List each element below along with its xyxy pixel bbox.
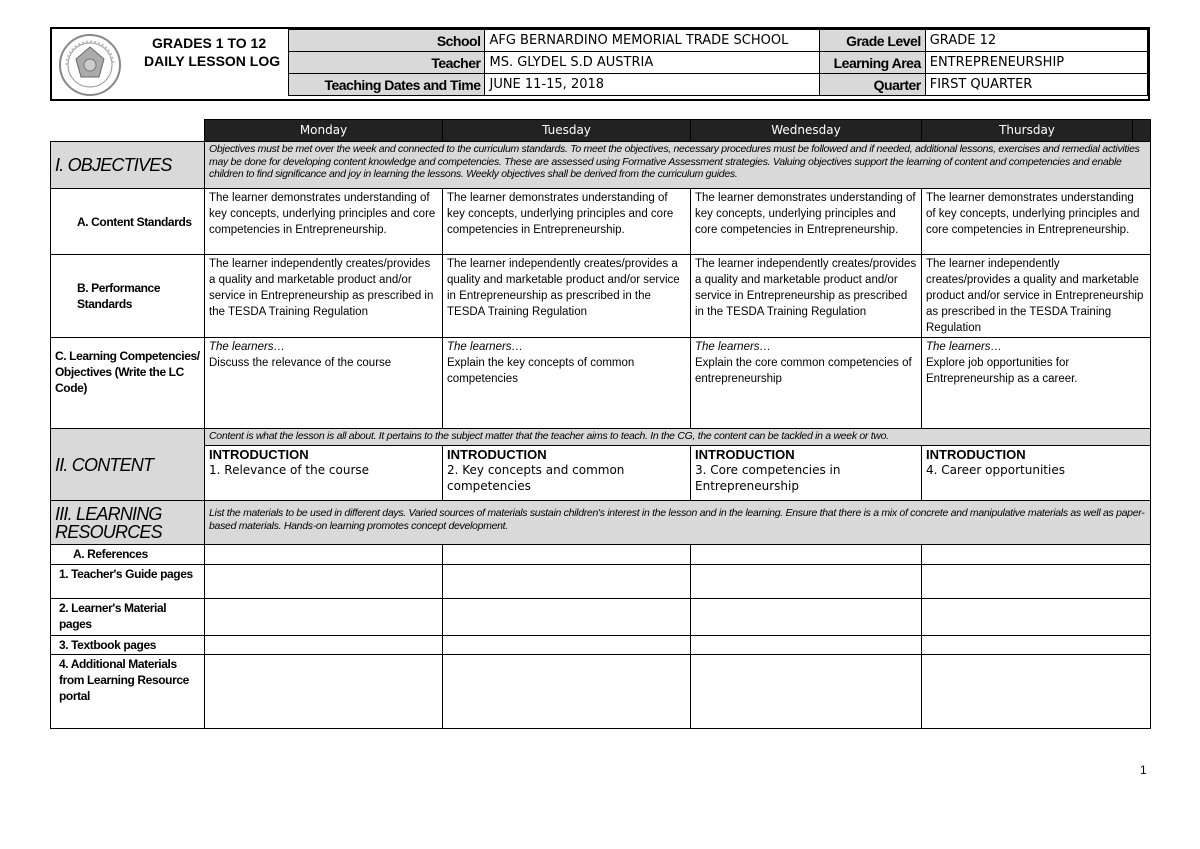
school-value: AFG BERNARDINO MEMORIAL TRADE SCHOOL: [485, 30, 820, 52]
additional-materials-label: 4. Additional Materials from Learning Resource portal: [51, 655, 205, 729]
lesson-log-table: [50, 119, 1151, 729]
content-heading: INTRODUCTION: [926, 447, 1026, 462]
day-extra: [1133, 120, 1151, 142]
additional-materials-wednesday: [691, 655, 922, 729]
textbook-thursday: [922, 636, 1151, 655]
competencies-lead: The learners…: [209, 341, 286, 353]
textbook-wednesday: [691, 636, 922, 655]
day-thursday: Thursday: [922, 120, 1133, 142]
teachers-guide-row: [51, 565, 1151, 599]
quarter-value: FIRST QUARTER: [925, 74, 1147, 96]
teachers-guide-label: 1. Teacher's Guide pages: [51, 565, 205, 599]
competencies-wednesday: [691, 338, 922, 429]
teachers-guide-monday: [205, 565, 443, 599]
references-row: [51, 545, 1151, 565]
teacher-value: MS. GLYDEL S.D AUSTRIA: [485, 52, 820, 74]
content-note-row: [51, 429, 1151, 446]
competencies-text: Explain the key concepts of common competencies: [447, 357, 635, 385]
competencies-text: Discuss the relevance of the course: [209, 357, 392, 369]
performance-standards-thursday: The learner independently creates/provides a quality and marketable product and/or service in Entrepreneurship as prescribed in the TESDA Training Regulation: [922, 255, 1151, 338]
competencies-thursday: [922, 338, 1151, 429]
header-info-table: [288, 29, 1148, 96]
corner-cell: [51, 120, 205, 142]
additional-materials-tuesday: [443, 655, 691, 729]
content-heading: INTRODUCTION: [695, 447, 795, 462]
day-monday: Monday: [205, 120, 443, 142]
textbook-tuesday: [443, 636, 691, 655]
content-title: II. CONTENT: [51, 429, 205, 501]
resources-title: III. LEARNING RESOURCES: [51, 501, 205, 545]
content-heading: INTRODUCTION: [209, 447, 309, 462]
learners-material-tuesday: [443, 599, 691, 636]
objectives-title: I. OBJECTIVES: [51, 142, 205, 189]
learners-material-wednesday: [691, 599, 922, 636]
content-tuesday: [443, 446, 691, 501]
content-topic: 3. Core competencies in Entrepreneurship: [695, 463, 841, 493]
references-wednesday: [691, 545, 922, 565]
page-number: 1: [1140, 763, 1147, 777]
content-note: Content is what the lesson is all about. It pertains to the subject matter that the teacher aims to teach. In the CG, the content can be tackled in a week or two.: [205, 429, 1151, 446]
competencies-row: [51, 338, 1151, 429]
header-row-dates: [289, 74, 1148, 96]
content-standards-label: A. Content Standards: [51, 189, 205, 255]
content-row: [51, 446, 1151, 501]
competencies-lead: The learners…: [447, 341, 524, 353]
textbook-monday: [205, 636, 443, 655]
performance-standards-label: B. Performance Standards: [51, 255, 205, 338]
competencies-text: Explore job opportunities for Entrepreneurship as a career.: [926, 357, 1078, 385]
form-subtitle: DAILY LESSON LOG: [144, 53, 281, 69]
content-heading: INTRODUCTION: [447, 447, 547, 462]
performance-standards-row: [51, 255, 1151, 338]
day-tuesday: Tuesday: [443, 120, 691, 142]
learners-material-monday: [205, 599, 443, 636]
competencies-tuesday: [443, 338, 691, 429]
performance-standards-wednesday: The learner independently creates/provides a quality and marketable product and/or service in Entrepreneurship as prescribed in the TESDA Training Regulation: [691, 255, 922, 338]
grade-level-label: Grade Level: [820, 30, 926, 52]
competencies-text: Explain the core common competencies of entrepreneurship: [695, 357, 912, 385]
learners-material-label: 2. Learner's Material pages: [51, 599, 205, 636]
deped-seal-logo: [57, 33, 123, 97]
resources-note: List the materials to be used in different days. Varied sources of materials sustain children's interest in the lesson and in the learning. Ensure that there is a mix of concrete and manipulative materials as well as paper-based materials. Hands-on learning promotes concept development.: [205, 501, 1151, 545]
content-thursday: [922, 446, 1151, 501]
references-label: A. References: [51, 545, 205, 565]
resources-row: [51, 501, 1151, 545]
header-row-school: [289, 30, 1148, 52]
teachers-guide-thursday: [922, 565, 1151, 599]
dates-value: JUNE 11-15, 2018: [485, 74, 820, 96]
content-standards-wednesday: The learner demonstrates understanding of key concepts, underlying principles and core competencies in Entrepreneurship.: [691, 189, 922, 255]
content-standards-row: [51, 189, 1151, 255]
grade-level-value: GRADE 12: [925, 30, 1147, 52]
learners-material-row: [51, 599, 1151, 636]
day-wednesday: Wednesday: [691, 120, 922, 142]
dates-label: Teaching Dates and Time: [289, 74, 485, 96]
objectives-note: Objectives must be met over the week and connected to the curriculum standards. To meet the objectives, necessary procedures must be followed and if needed, additional lessons, exercises and remedial activities may be done for developing content knowledge and competencies. These are assessed using Formative Assessment strategies. Valuing objectives support the learning of content and competencies and enable children to find significance and joy in learning the lessons. Weekly objectives shall be derived from the curriculum guides.: [205, 142, 1151, 189]
content-topic: 2. Key concepts and common competencies: [447, 463, 625, 493]
competencies-lead: The learners…: [926, 341, 1003, 353]
references-thursday: [922, 545, 1151, 565]
competencies-label: C. Learning Competencies/ Objectives (Write the LC Code): [51, 338, 205, 429]
content-topic: 1. Relevance of the course: [209, 463, 370, 477]
competencies-lead: The learners…: [695, 341, 772, 353]
performance-standards-monday: The learner independently creates/provides a quality and marketable product and/or service in Entrepreneurship as prescribed in the TESDA Training Regulation: [205, 255, 443, 338]
performance-standards-tuesday: The learner independently creates/provides a quality and marketable product and/or service in Entrepreneurship as prescribed in the TESDA Training Regulation: [443, 255, 691, 338]
content-topic: 4. Career opportunities: [926, 463, 1065, 477]
references-tuesday: [443, 545, 691, 565]
days-header-row: [51, 120, 1151, 142]
learning-area-label: Learning Area: [820, 52, 926, 74]
teachers-guide-tuesday: [443, 565, 691, 599]
content-standards-tuesday: The learner demonstrates understanding of key concepts, underlying principles and core competencies in Entrepreneurship.: [443, 189, 691, 255]
objectives-row: [51, 142, 1151, 189]
additional-materials-monday: [205, 655, 443, 729]
textbook-row: [51, 636, 1151, 655]
teachers-guide-wednesday: [691, 565, 922, 599]
content-wednesday: [691, 446, 922, 501]
textbook-label: 3. Textbook pages: [51, 636, 205, 655]
references-monday: [205, 545, 443, 565]
additional-materials-thursday: [922, 655, 1151, 729]
header-box: [50, 27, 1150, 101]
competencies-monday: [205, 338, 443, 429]
additional-materials-row: [51, 655, 1151, 729]
teacher-label: Teacher: [289, 52, 485, 74]
learning-area-value: ENTREPRENEURSHIP: [925, 52, 1147, 74]
quarter-label: Quarter: [820, 74, 926, 96]
content-monday: [205, 446, 443, 501]
content-standards-monday: The learner demonstrates understanding of key concepts, underlying principles and core competencies in Entrepreneurship.: [205, 189, 443, 255]
header-row-teacher: [289, 52, 1148, 74]
content-standards-thursday: The learner demonstrates understanding of key concepts, underlying principles and core competencies in Entrepreneurship.: [922, 189, 1151, 255]
school-label: School: [289, 30, 485, 52]
form-title: GRADES 1 TO 12: [152, 35, 267, 51]
learners-material-thursday: [922, 599, 1151, 636]
